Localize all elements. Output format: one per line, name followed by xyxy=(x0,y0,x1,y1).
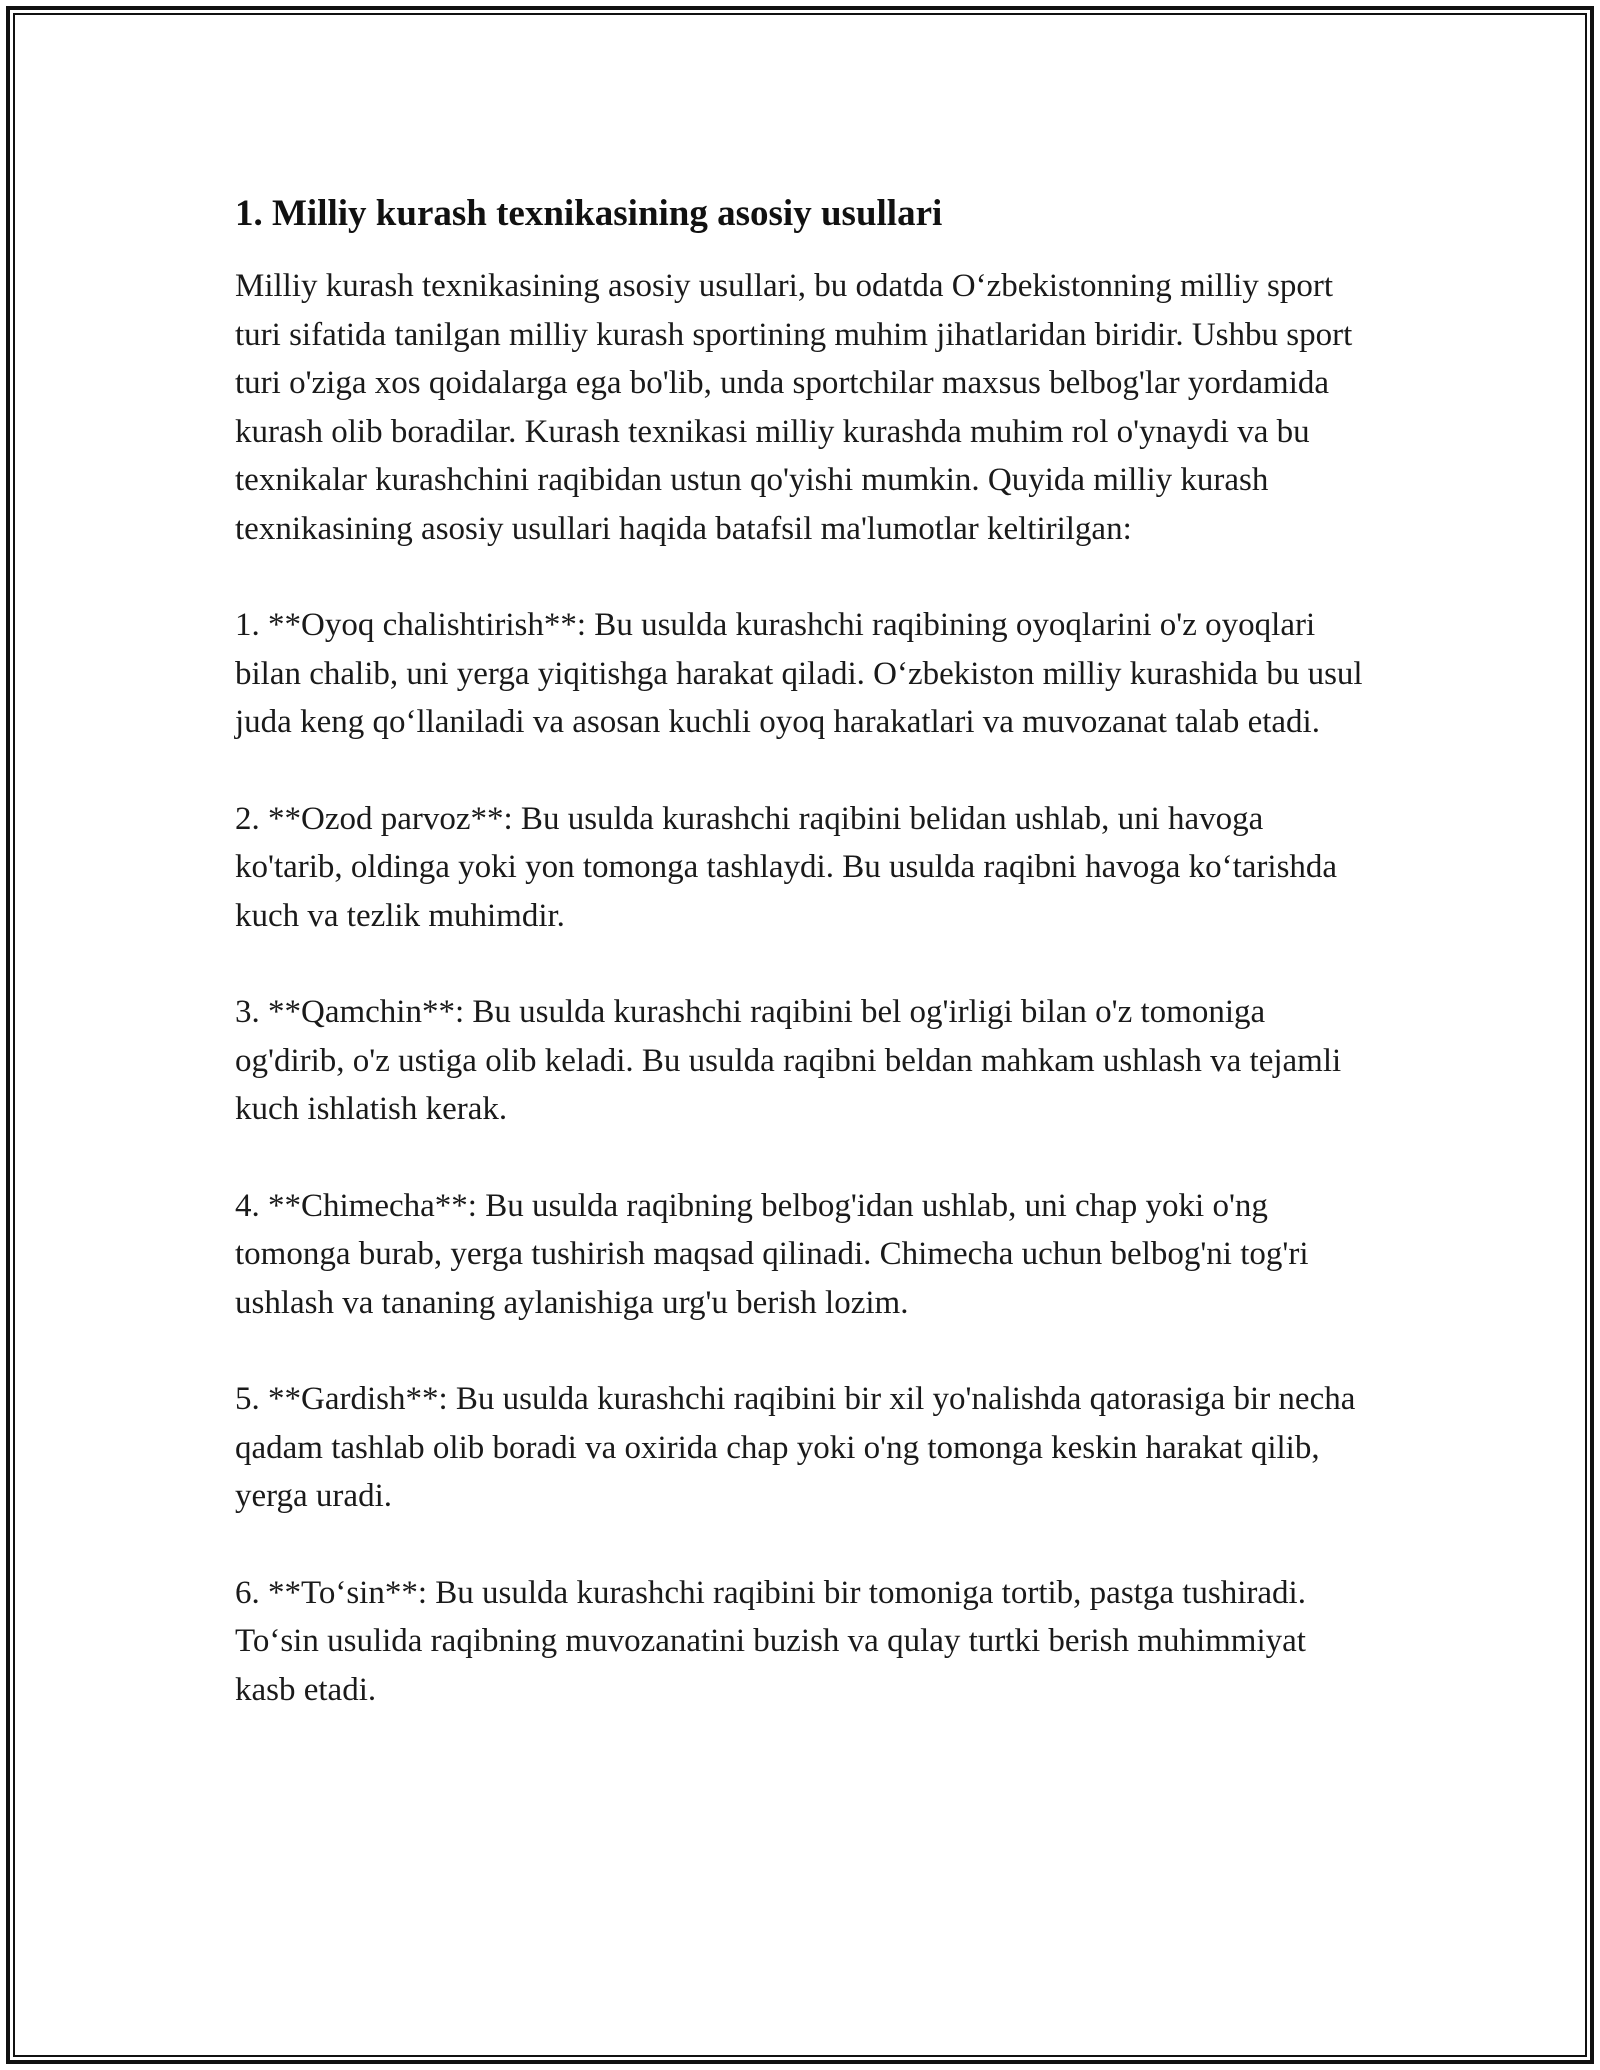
technique-gardish: 5. **Gardish**: Bu usulda kurashchi raqibini bir xil yo'nalishda qatorasiga bir necha qadam tashlab olib boradi va oxirida chap yoki o'ng tomonga keskin harakat qilib, yerga uradi. xyxy=(235,1381,1356,1514)
technique-qamchin: 3. **Qamchin**: Bu usulda kurashchi raqibini bel og'irligi bilan o'z tomoniga og'dirib, o'z ustiga olib keladi. Bu usulda raqibni beldan mahkam ushlash va tejamli kuch ishlatish kerak. xyxy=(235,994,1342,1127)
intro-paragraph: Milliy kurash texnikasining asosiy usullari, bu odatda O‘zbekistonning milliy sport turi sifatida tanilgan milliy kurash sportining muhim jihatlaridan biridir. Ushbu sport turi o'ziga xos qoidalarga ega bo'lib, unda sportchilar maxsus belbog'lar yordamida kurash olib boradilar. Kurash texnikasi milliy kurashda muhim rol o'ynaydi va bu texnikalar kurashchini raqibidan ustun qo'yishi mumkin. Quyida milliy kurash texnikasining asosiy usullari haqida batafsil ma'lumotlar keltirilgan: xyxy=(235,268,1353,547)
section-heading: 1. Milliy kurash texnikasining asosiy usullari xyxy=(235,193,943,234)
document-body xyxy=(235,186,1365,1762)
technique-tosin: 6. **To‘sin**: Bu usulda kurashchi raqibini bir tomoniga tortib, pastga tushiradi. To‘sin usulida raqibning muvozanatini buzish va qulay turtki berish muhimmiyat kasb etadi. xyxy=(235,1574,1306,1708)
technique-ozod-parvoz: 2. **Ozod parvoz**: Bu usulda kurashchi raqibini belidan ushlab, uni havoga ko'tarib, oldinga yoki yon tomonga tashlaydi. Bu usulda raqibni havoga ko‘tarishda kuch va tezlik muhimdir. xyxy=(235,800,1338,934)
technique-chimecha: 4. **Chimecha**: Bu usulda raqibning belbog'idan ushlab, uni chap yoki o'ng tomonga burab, yerga tushirish maqsad qilinadi. Chimecha uchun belbog'ni tog'ri ushlash va tananing aylanishiga urg'u berish lozim. xyxy=(235,1187,1309,1321)
technique-oyoq-chalishtirish: 1. **Oyoq chalishtirish**: Bu usulda kurashchi raqibining oyoqlarini o'z oyoqlari bilan chalib, uni yerga yiqitishga harakat qiladi. O‘zbekiston milliy kurashida bu usul juda keng qo‘llaniladi va asosan kuchli oyoq harakatlari va muvozanat talab etadi. xyxy=(235,607,1363,740)
